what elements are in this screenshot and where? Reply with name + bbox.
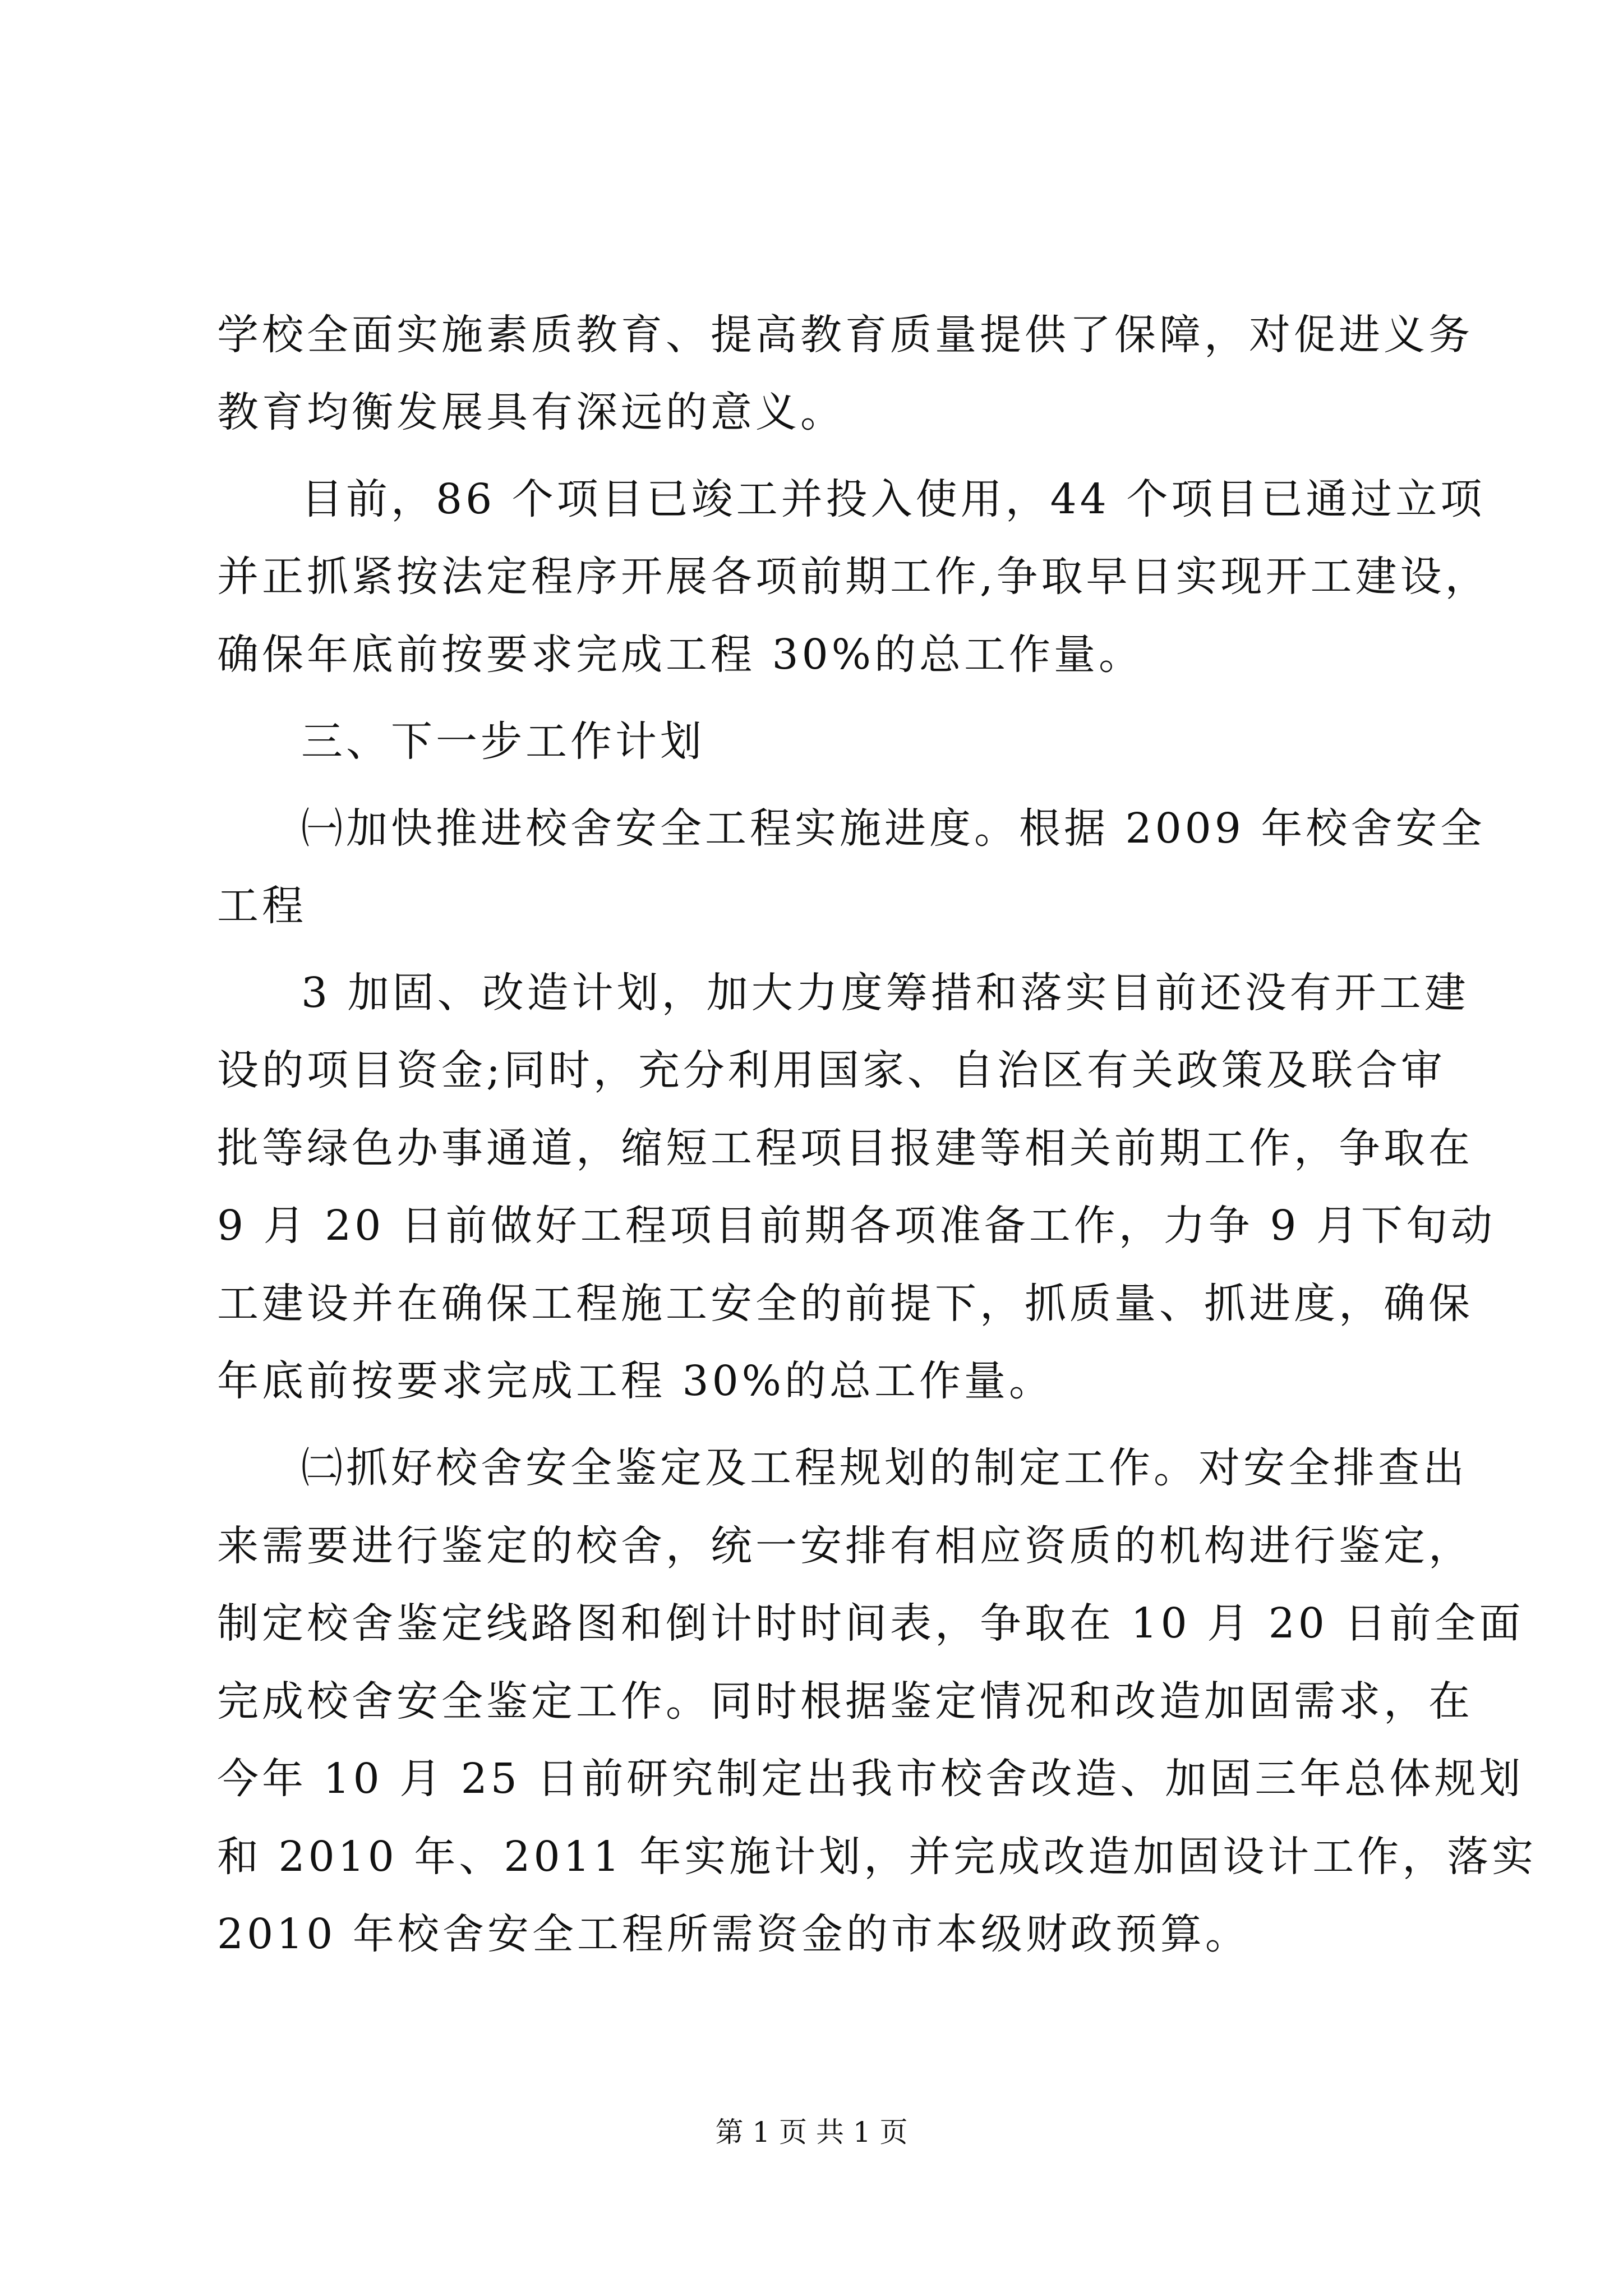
- text-line-21: 2010 年校舍安全工程所需资金的市本级财政预算。: [217, 1910, 1250, 1958]
- text-line-5: 确保年底前按要求完成工程 30%的总工作量。: [217, 631, 1144, 679]
- text-line-13: 工建设并在确保工程施工安全的前提下，抓质量、抓进度，确保: [217, 1280, 1473, 1328]
- text-line-19: 今年 10 月 25 日前研究制定出我市校舍改造、加固三年总体规划: [217, 1755, 1524, 1803]
- text-line-14: 年底前按要求完成工程 30%的总工作量。: [217, 1357, 1054, 1405]
- text-line-1: 学校全面实施素质教育、提高教育质量提供了保障，对促进义务: [217, 311, 1473, 359]
- text-line-18: 完成校舍安全鉴定工作。同时根据鉴定情况和改造加固需求，在: [217, 1677, 1473, 1726]
- page-footer: 第 1 页 共 1 页: [715, 2116, 908, 2148]
- section-heading: 三、下一步工作计划: [301, 717, 705, 766]
- text-line-12: 9 月 20 日前做好工程项目前期各项准备工作，力争 9 月下旬动: [217, 1202, 1496, 1250]
- text-line-20: 和 2010 年、2011 年实施计划，并完成改造加固设计工作，落实: [217, 1833, 1537, 1881]
- text-line-16: 来需要进行鉴定的校舍，统一安排有相应资质的机构进行鉴定，: [217, 1522, 1473, 1570]
- text-line-15: ㈡抓好校舍安全鉴定及工程规划的制定工作。对安全排查出: [301, 1444, 1468, 1492]
- text-line-10: 设的项目资金;同时，充分利用国家、自治区有关政策及联合审: [217, 1046, 1446, 1094]
- text-line-9: 3 加固、改造计划，加大力度筹措和落实目前还没有开工建: [301, 969, 1469, 1017]
- text-line-17: 制定校舍鉴定线路图和倒计时时间表，争取在 10 月 20 日前全面: [217, 1599, 1524, 1648]
- text-line-3: 目前，86 个项目已竣工并投入使用，44 个项目已通过立项: [301, 475, 1486, 523]
- text-line-4: 并正抓紧按法定程序开展各项前期工作,争取早日实现开工建设，: [217, 553, 1490, 601]
- text-line-11: 批等绿色办事通道，缩短工程项目报建等相关前期工作，争取在: [217, 1124, 1473, 1172]
- text-line-2: 教育均衡发展具有深远的意义。: [217, 388, 845, 436]
- text-line-7: ㈠加快推进校舍安全工程实施进度。根据 2009 年校舍安全: [301, 804, 1486, 853]
- text-line-8: 工程: [217, 882, 307, 930]
